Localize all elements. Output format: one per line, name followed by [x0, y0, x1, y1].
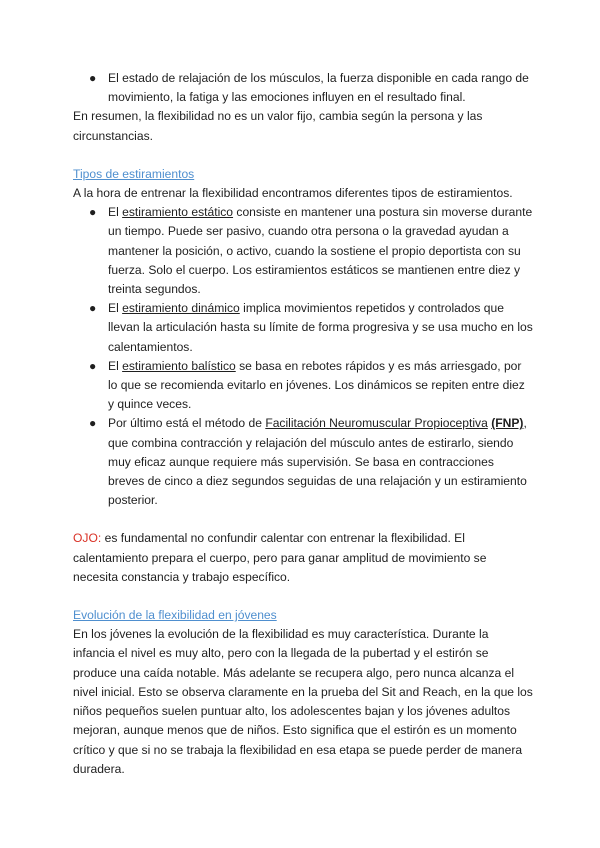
term-estatico: estiramiento estático	[122, 205, 234, 220]
note-paragraph	[73, 529, 533, 587]
list-item-estatico	[73, 203, 533, 299]
item-text: , que combina contracción y relajación del músculo antes de estirarlo, siendo muy eficaz aunque requiere más supervisión. Se basa en contracciones breves de cinco a diez segundos seguidas de una relajación y un estiramiento posterior.	[108, 416, 527, 508]
bullet-icon: ●	[89, 358, 97, 373]
bullet-icon: ●	[89, 301, 97, 316]
stretching-types-list	[73, 203, 533, 510]
list-item-text: El estado de relajación de los músculos, la fuerza disponible en cada rango de movimiento, la fatiga y las emociones influyen en el resultado final.	[108, 71, 529, 105]
item-prefix: El	[108, 358, 123, 373]
term-dinamico: estiramiento dinámico	[122, 301, 240, 316]
term-balistico: estiramiento balístico	[122, 358, 236, 373]
item-text: se basa en rebotes rápidos y es más arriesgado, por lo que se recomienda evitarlo en jóvenes. Los dinámicos se repiten entre diez y quince veces.	[108, 358, 525, 412]
item-text: implica movimientos repetidos y controlados que llevan la articulación hasta su límite de forma progresiva y se usa mucho en los calentamientos.	[108, 301, 533, 354]
item-prefix: Por último está el método de	[108, 416, 266, 431]
term-fnp: Facilitación Neuromuscular Propioceptiva	[265, 416, 488, 431]
list-item	[73, 69, 533, 107]
list-item-balistico	[73, 357, 533, 415]
summary-paragraph: En resumen, la flexibilidad no es un valor fijo, cambia según la persona y las circunstancias.	[73, 109, 483, 143]
document-content	[73, 69, 533, 779]
section-intro: A la hora de entrenar la flexibilidad encontramos diferentes tipos de estiramientos.	[73, 186, 513, 201]
bullet-icon: ●	[89, 205, 97, 220]
top-bullet-list	[73, 69, 533, 107]
bullet-icon: ●	[89, 71, 97, 85]
item-prefix: El	[108, 205, 123, 220]
item-prefix: El	[108, 301, 123, 316]
note-label: OJO:	[73, 531, 102, 546]
section-heading-evolucion: Evolución de la flexibilidad en jóvenes	[73, 608, 277, 623]
item-text: consiste en mantener una postura sin moverse durante un tiempo. Puede ser pasivo, cuando otra persona o la gravedad ayudan a mantener la posición, o activo, cuando la sostiene el propio deportista con su fuerza. Solo el cuerpo. Los estiramientos estáticos se mantienen entre diez y treinta segundos.	[108, 205, 533, 297]
bullet-icon: ●	[89, 416, 97, 431]
section2-body: En los jóvenes la evolución de la flexibilidad es muy característica. Durante la infancia el nivel es muy alto, pero con la llegada de la pubertad y el estirón se produce una caída notable. Más adelante se recupera algo, pero nunca alcanza el nivel inicial. Esto se observa claramente en la prueba del Sit and Reach, en la que los niños pequeños suelen puntuar alto, los adolescentes bajan y los jóvenes adultos mejoran, aunque menos que de niños. Esto significa que el estirón es un momento crítico y que si no se trabaja la flexibilidad en esa etapa se puede perder de manera duradera.	[73, 627, 533, 776]
section-heading-tipos: Tipos de estiramientos	[73, 166, 195, 181]
list-item-dinamico	[73, 299, 533, 357]
note-text: es fundamental no confundir calentar con entrenar la flexibilidad. El calentamiento prepara el cuerpo, pero para ganar amplitud de movimiento se necesita constancia y trabajo específico.	[73, 531, 487, 584]
list-item-fnp	[73, 414, 533, 510]
term-fnp-abbr: (FNP)	[491, 416, 524, 431]
